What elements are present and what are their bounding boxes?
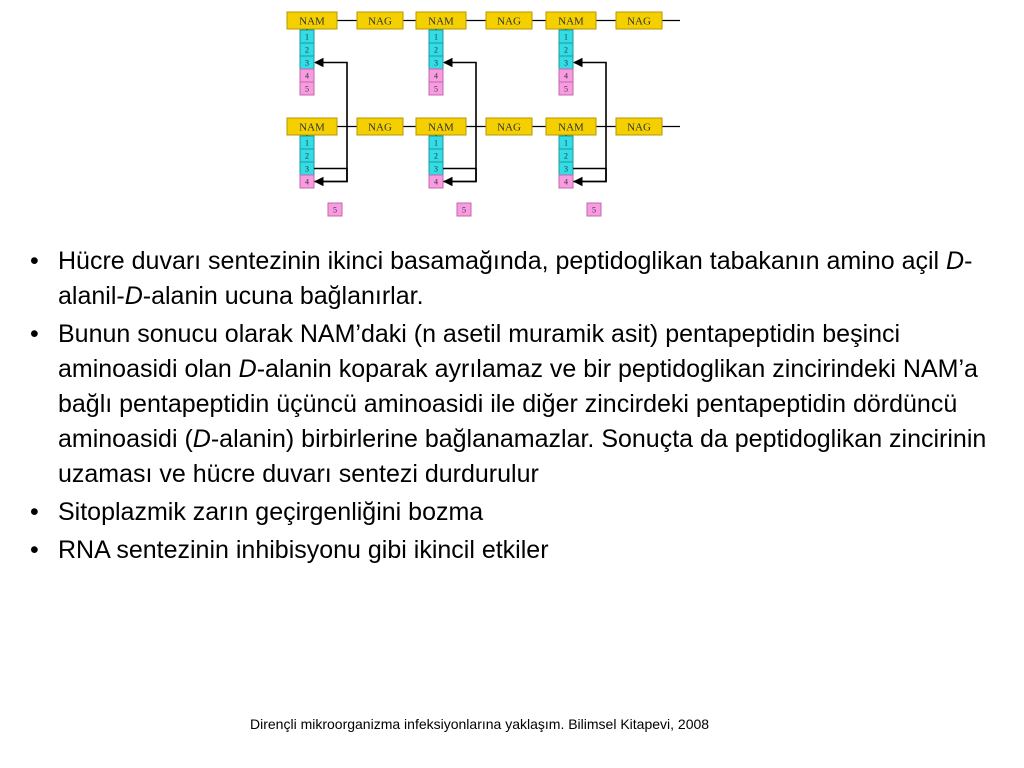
- peptide-4-box-label: 4: [564, 177, 568, 187]
- nam-box-label: NAM: [558, 15, 584, 28]
- peptide-4-box-label: 4: [434, 177, 438, 187]
- bullet-item: [30, 495, 990, 530]
- bullet-text: D: [124, 282, 143, 310]
- released-peptide-5-box-label: 5: [462, 205, 466, 215]
- nag-box-label: NAG: [497, 15, 521, 28]
- bullet-text: D: [238, 355, 257, 383]
- nag-box-label: NAG: [497, 121, 521, 134]
- bullet-marker: •: [30, 320, 39, 348]
- peptide-3-box-label: 3: [305, 164, 309, 174]
- peptide-2-box-label: 2: [434, 45, 438, 55]
- peptidoglycan-crosslink-diagram: [0, 0, 1024, 230]
- peptide-1-box-label: 1: [564, 32, 568, 42]
- bullet-item: [30, 244, 990, 314]
- peptide-2-box-label: 2: [564, 151, 568, 161]
- peptide-1-box-label: 1: [305, 138, 309, 148]
- peptide-1-box-label: 1: [564, 138, 568, 148]
- peptide-2-box-label: 2: [434, 151, 438, 161]
- bullet-text: -alanin) birbirlerine bağlanamazlar. Sonuçta da peptidoglikan zincirinin uzaması ve hücre duvarı sentezi durdurulur: [58, 425, 987, 488]
- nam-box-label: NAM: [428, 15, 454, 28]
- bullet-text: -alanin ucuna bağlanırlar.: [142, 282, 424, 310]
- nag-box-label: NAG: [368, 121, 392, 134]
- peptide-3-box-label: 3: [434, 58, 438, 68]
- bullet-marker: •: [30, 498, 39, 526]
- nam-box-label: NAM: [299, 15, 325, 28]
- bullet-text: Bunun sonucu olarak NAM’daki (n asetil muramik asit) pentapeptidin beşinci aminoasidi olan: [58, 320, 901, 383]
- citation: Dirençli mikroorganizma infeksiyonlarına yaklaşım. Bilimsel Kitapevi, 2008: [250, 716, 710, 732]
- nag-box-label: NAG: [627, 15, 651, 28]
- peptide-5-box-label: 5: [564, 84, 568, 94]
- bullet-list: [30, 244, 990, 571]
- peptide-2-box-label: 2: [564, 45, 568, 55]
- bullet-text: RNA sentezinin inhibisyonu gibi ikincil etkiler: [58, 536, 549, 564]
- bullet-text: -alanil-: [58, 247, 973, 310]
- crosslink-arrow: [314, 169, 347, 182]
- peptide-5-box-label: 5: [434, 84, 438, 94]
- nag-box-label: NAG: [627, 121, 651, 134]
- bullet-marker: •: [30, 536, 39, 564]
- peptide-2-box-label: 2: [305, 45, 309, 55]
- peptide-3-box-label: 3: [564, 164, 568, 174]
- nag-box-label: NAG: [368, 15, 392, 28]
- peptide-1-box-label: 1: [434, 138, 438, 148]
- peptide-4-box-label: 4: [305, 71, 309, 81]
- bullet-text: D: [192, 425, 211, 453]
- nam-box-label: NAM: [428, 121, 454, 134]
- peptide-5-box-label: 5: [305, 84, 309, 94]
- peptide-3-box-label: 3: [305, 58, 309, 68]
- nam-box-label: NAM: [299, 121, 325, 134]
- bullet-item: [30, 533, 990, 568]
- released-peptide-5-box-label: 5: [592, 205, 596, 215]
- bullet-item: [30, 317, 990, 492]
- bullet-text: -alanin koparak ayrılamaz ve bir peptidoglikan zincirindeki NAM’a bağlı pentapeptidin üçüncü aminoasidi ile diğer zincirdeki pentapeptidin dördüncü aminoasidi (: [58, 355, 978, 453]
- released-peptide-5-box-label: 5: [333, 205, 337, 215]
- peptide-1-box-label: 1: [305, 32, 309, 42]
- peptide-3-box-label: 3: [434, 164, 438, 174]
- peptide-1-box-label: 1: [434, 32, 438, 42]
- bullet-marker: •: [30, 247, 39, 275]
- peptide-4-box-label: 4: [305, 177, 309, 187]
- bullet-text: D: [946, 247, 965, 275]
- bullet-text: Hücre duvarı sentezinin ikinci basamağında, peptidoglikan tabakanın amino açil: [58, 247, 947, 275]
- peptide-2-box-label: 2: [305, 151, 309, 161]
- bullet-text: Sitoplazmik zarın geçirgenliğini bozma: [58, 498, 484, 526]
- peptide-3-box-label: 3: [564, 58, 568, 68]
- peptide-4-box-label: 4: [434, 71, 438, 81]
- peptide-4-box-label: 4: [564, 71, 568, 81]
- crosslink-arrow: [573, 169, 606, 182]
- nam-box-label: NAM: [558, 121, 584, 134]
- crosslink-arrow: [443, 169, 476, 182]
